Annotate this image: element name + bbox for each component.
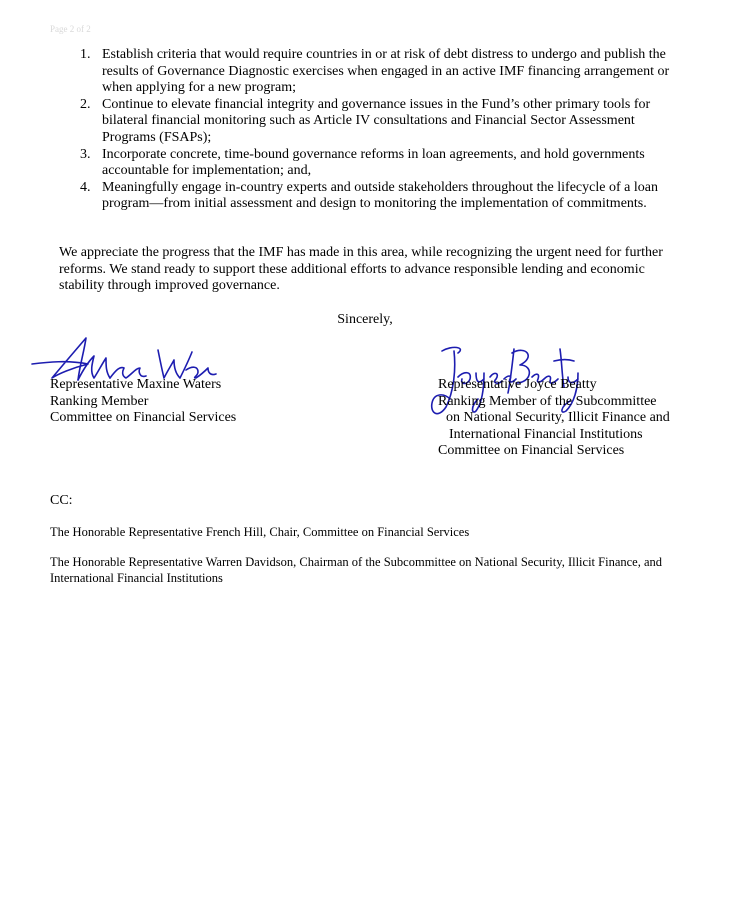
list-item: [80, 147, 685, 180]
cc-recipient: The Honorable Representative French Hill, Chair, Committee on Financial Services: [50, 525, 470, 539]
list-item-number: 4.: [80, 179, 91, 195]
signatory-title-line1: Ranking Member of the Subcommittee: [438, 393, 657, 409]
page-number-header: Page 2 of 2: [50, 24, 91, 34]
signatory-name: Representative Maxine Waters: [50, 377, 222, 392]
list-item-text: Establish criteria that would require countries in or at risk of debt distress to undergo and publish the results of Governance Diagnostic exercises when engaged in an active IMF financing arrangement or when applying for a new program;: [102, 47, 670, 96]
signatory-title-line2: on National Security, Illicit Finance and: [446, 410, 670, 426]
list-item: [80, 47, 685, 97]
recommendations-list: [80, 47, 685, 213]
signature-block-right: [438, 377, 670, 460]
body-paragraph: We appreciate the progress that the IMF has made in this area, while recognizing the urgent need for further reforms. We stand ready to support these additional efforts to advance responsible lending and economic stability through improved governance.: [59, 245, 663, 294]
list-item: [80, 97, 685, 147]
signatory-name: Representative Joyce Beatty: [438, 377, 597, 392]
list-item-text: Meaningfully engage in-country experts and outside stakeholders throughout the lifecycle of a loan program—from initial assessment and design to monitoring the implementation of commitments.: [102, 179, 658, 212]
cc-label: CC:: [50, 493, 73, 508]
list-item-number: 1.: [80, 47, 91, 62]
list-item-text: Continue to elevate financial integrity and governance issues in the Fund’s other primary tools for bilateral financial monitoring such as Article IV consultations and Financial Sector Assessment Programs (FSAPs);: [102, 96, 651, 145]
signatory-committee: Committee on Financial Services: [50, 410, 237, 426]
list-item-number: 2.: [80, 96, 91, 112]
signatory-title: Ranking Member: [50, 393, 149, 409]
list-item-number: 3.: [80, 146, 91, 162]
cc-recipient: The Honorable Representative Warren Davidson, Chairman of the Subcommittee on National Security, Illicit Finance, and International Financial Institutions: [50, 555, 663, 585]
list-item-text: Incorporate concrete, time-bound governance reforms in loan agreements, and hold governments accountable for implementation; and,: [102, 146, 645, 179]
signature-block-left: [50, 377, 236, 427]
signatory-title-line3: International Financial Institutions: [449, 426, 643, 442]
closing-salutation: Sincerely,: [337, 312, 393, 327]
signatory-committee: Committee on Financial Services: [438, 443, 625, 459]
list-item: [80, 180, 685, 213]
